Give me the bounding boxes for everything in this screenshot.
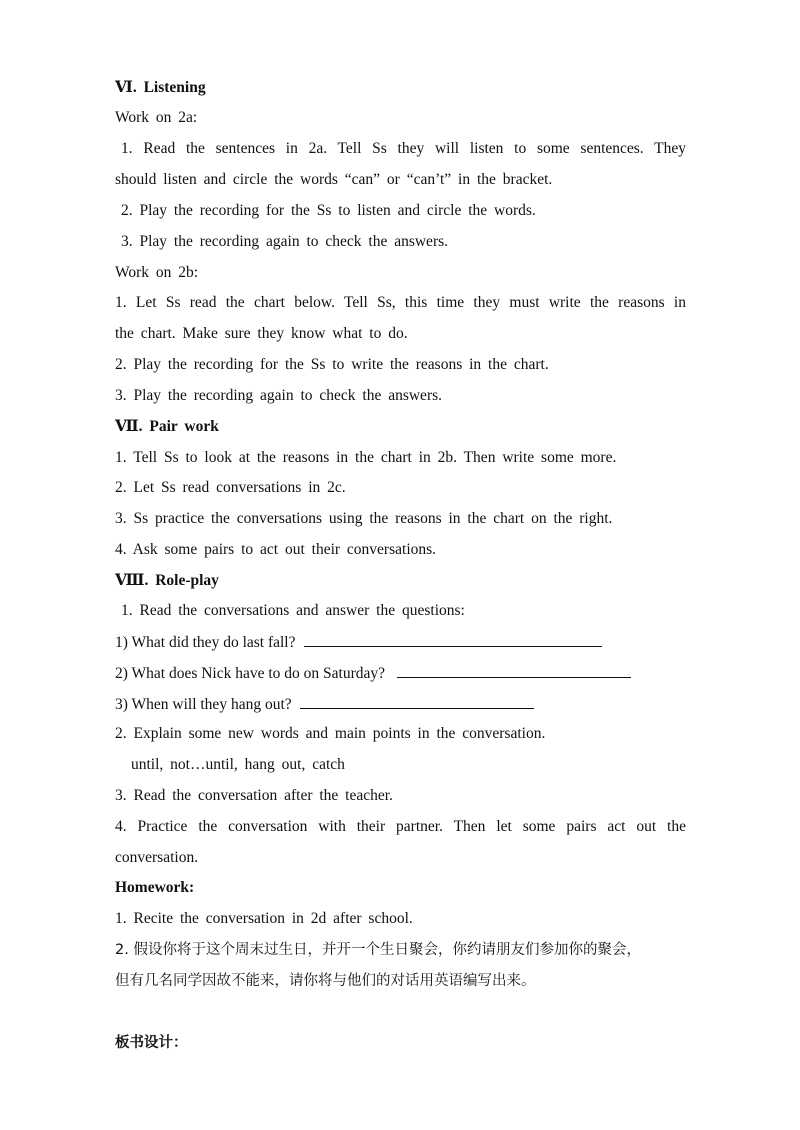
question-2 [115, 663, 686, 684]
work-2b-label: Work on 2b: [115, 264, 199, 281]
step-2b-3: 3. Play the recording again to check the answers. [115, 387, 443, 404]
question-3 [115, 694, 686, 715]
listening-heading: Ⅵ. Listening [115, 79, 206, 96]
step-2a-3: 3. Play the recording again to check the answers. [121, 233, 449, 250]
question-2-text: 2) What does Nick have to do on Saturday? [115, 665, 386, 682]
step-2a-1-cont: should listen and circle the words “can” or “can’t” in the bracket. [115, 171, 553, 188]
question-1-text: 1) What did they do last fall? [115, 634, 296, 651]
step-2b-1: 1. Let Ss read the chart below. Tell Ss, this time they must write the reasons in [115, 294, 686, 311]
pair-work-heading: Ⅶ. Pair work [115, 418, 219, 435]
homework-item-2: 2. 假设你将于这个周末过生日，并开一个生日聚会，你约请朋友们参加你的聚会， [115, 942, 641, 958]
key-words: until, not…until, hang out, catch [131, 756, 345, 773]
step-2a-1: 1. Read the sentences in 2a. Tell Ss they will listen to some sentences. They [121, 140, 686, 157]
role-step-4: 4. Practice the conversation with their partner. Then let some pairs act out the [115, 818, 686, 835]
role-step-4-cont: conversation. [115, 849, 199, 866]
pair-step-4: 4. Ask some pairs to act out their conversations. [115, 541, 437, 558]
question-1 [115, 632, 686, 653]
board-design-heading: 板书设计： [115, 1035, 188, 1051]
question-3-text: 3) When will they hang out? [115, 696, 292, 713]
homework-item-1: 1. Recite the conversation in 2d after school. [115, 910, 413, 927]
pair-step-1: 1. Tell Ss to look at the reasons in the chart in 2b. Then write some more. [115, 449, 617, 466]
answer-blank-3 [300, 694, 534, 709]
answer-blank-2 [397, 663, 631, 678]
role-play-intro: 1. Read the conversations and answer the questions: [121, 602, 465, 619]
step-2a-2: 2. Play the recording for the Ss to listen and circle the words. [121, 202, 536, 219]
role-step-2: 2. Explain some new words and main points in the conversation. [115, 725, 546, 742]
step-2b-1-cont: the chart. Make sure they know what to do. [115, 325, 408, 342]
work-2a-label: Work on 2a: [115, 109, 198, 126]
homework-item-2-cont: 但有几名同学因故不能来，请你将与他们的对话用英语编写出来。 [115, 973, 536, 989]
step-2b-2: 2. Play the recording for the Ss to write the reasons in the chart. [115, 356, 549, 373]
pair-step-3: 3. Ss practice the conversations using the reasons in the chart on the right. [115, 510, 613, 527]
homework-heading: Homework: [115, 879, 195, 896]
answer-blank-1 [304, 632, 602, 647]
pair-step-2: 2. Let Ss read conversations in 2c. [115, 479, 346, 496]
role-step-3: 3. Read the conversation after the teacher. [115, 787, 393, 804]
role-play-heading: Ⅷ. Role-play [115, 572, 219, 589]
